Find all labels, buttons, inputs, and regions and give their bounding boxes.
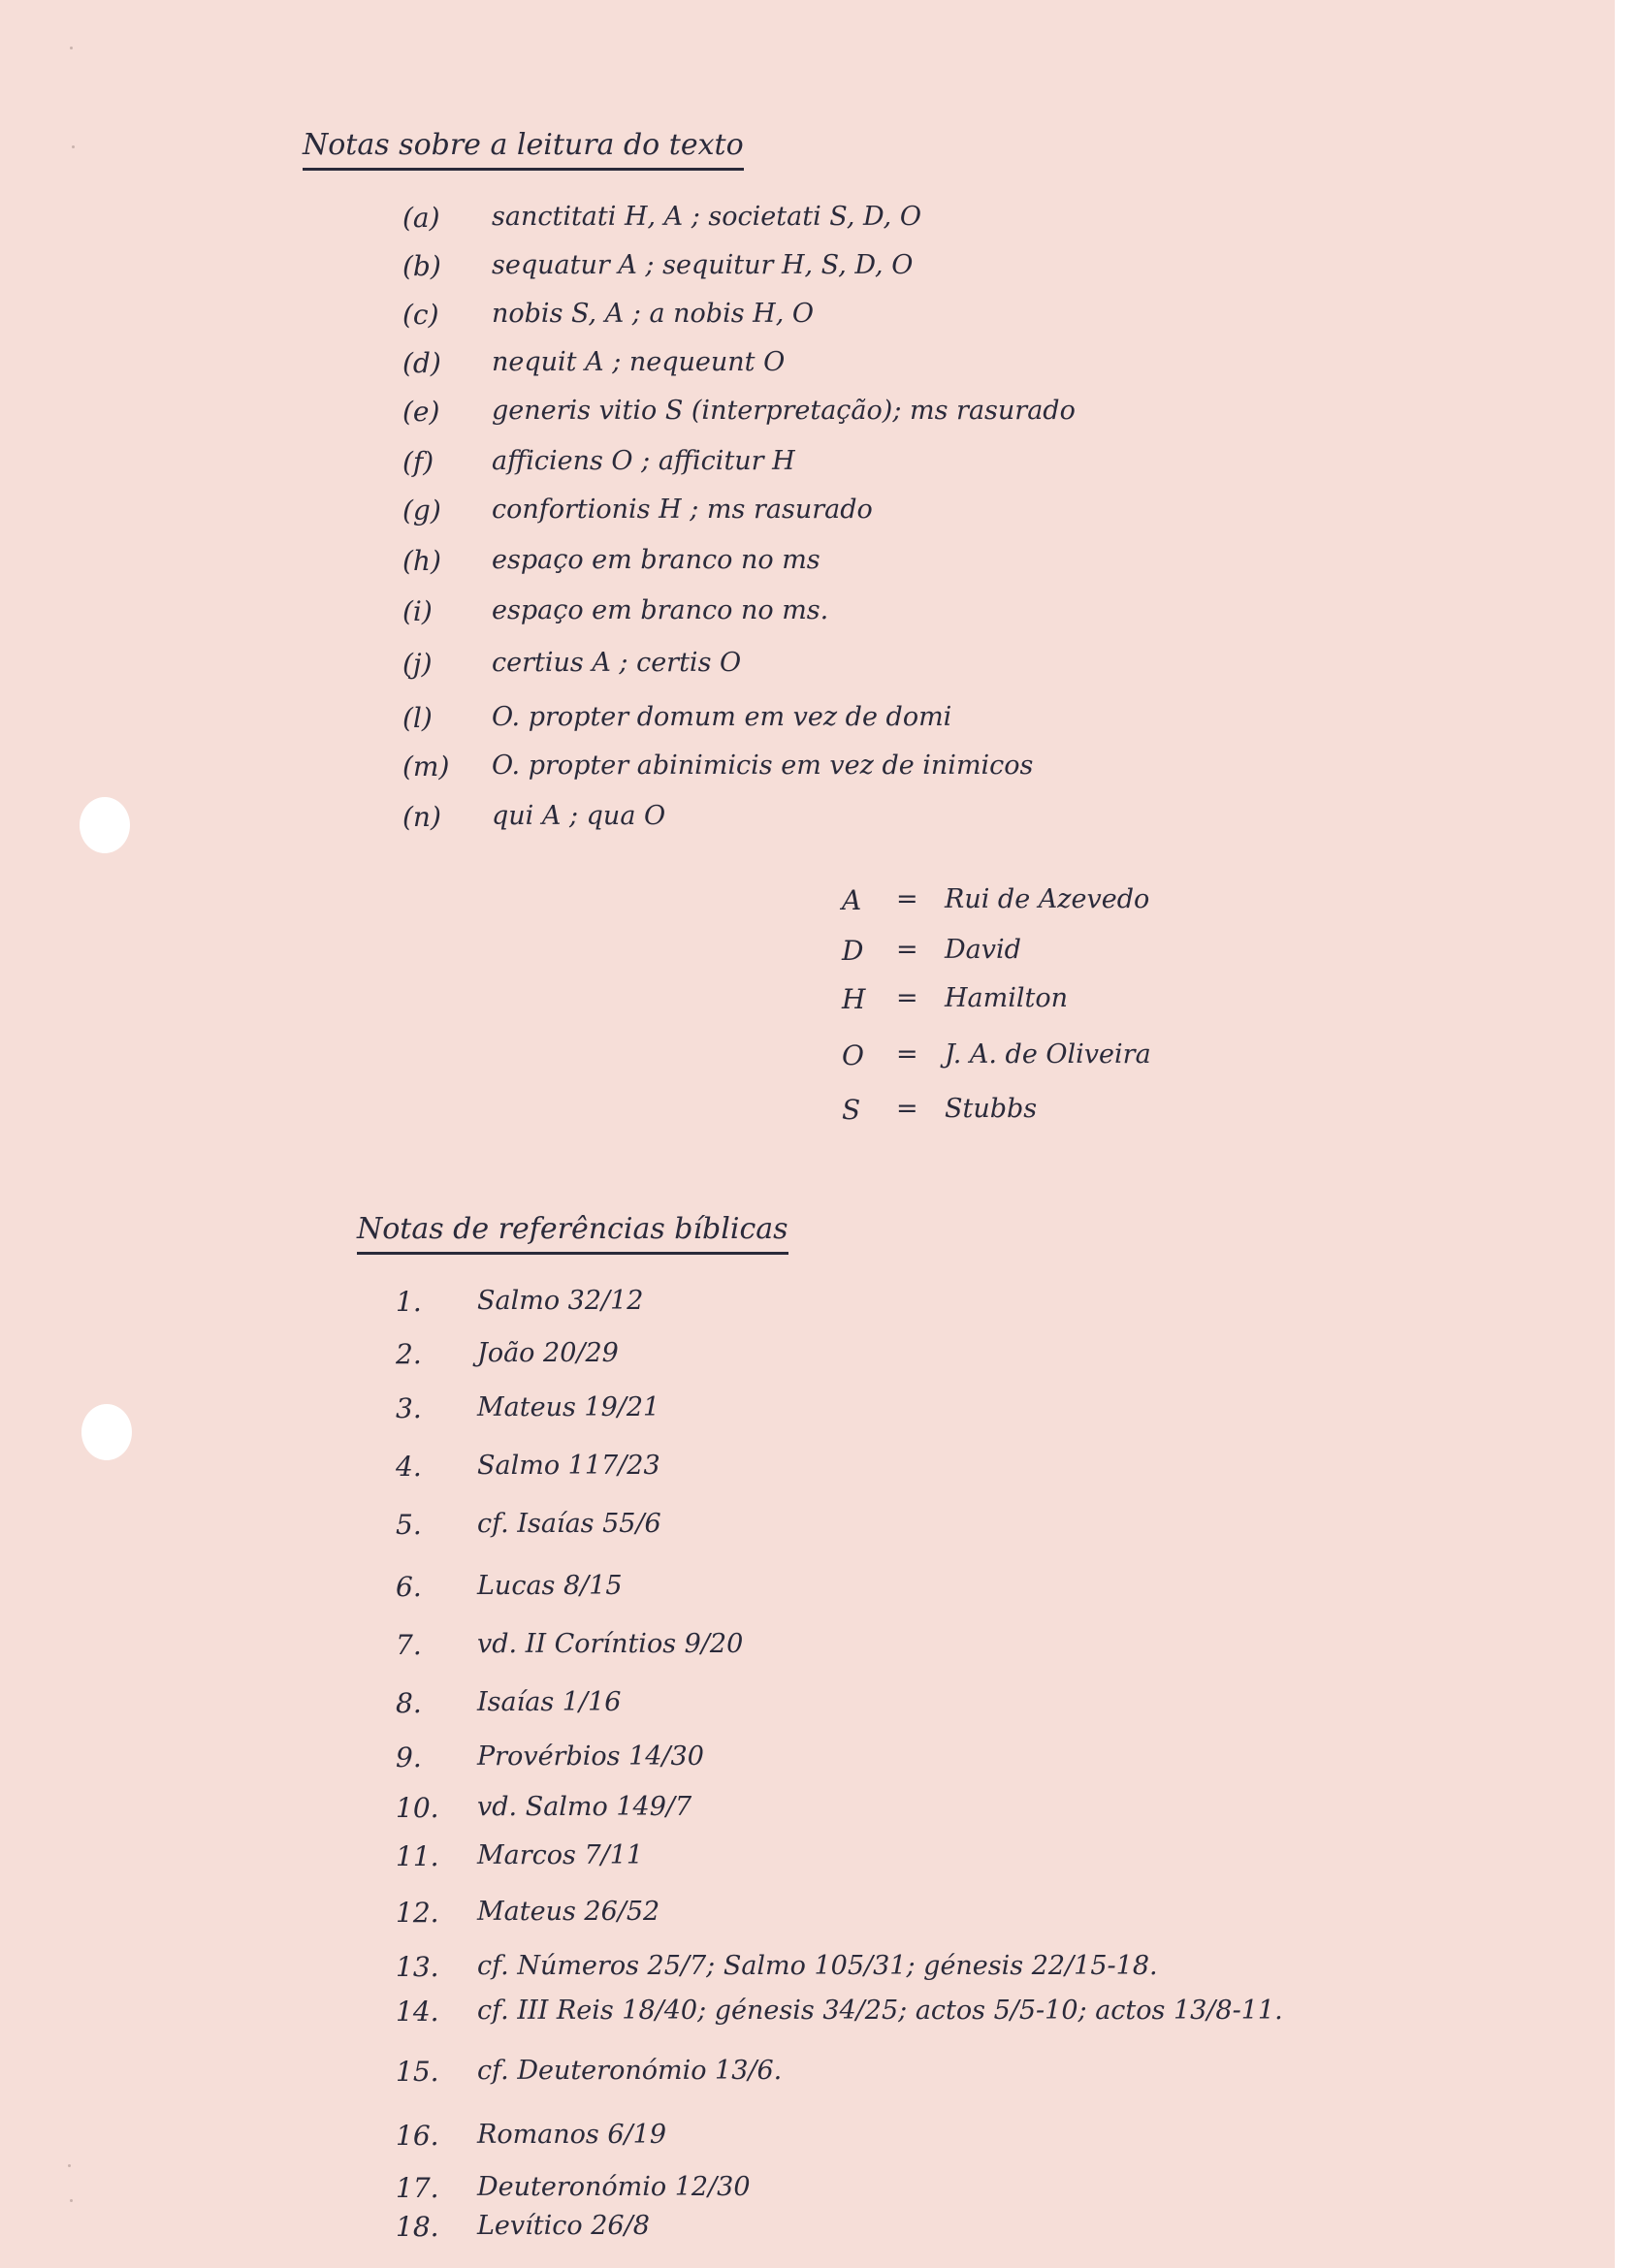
equals-sign: = [896, 1039, 918, 1070]
reference-row [396, 1996, 1414, 2034]
equals-sign: = [896, 884, 918, 914]
biblical-notes-heading: Notas de referências bíblicas [357, 1212, 788, 1255]
reference-row [396, 1951, 1414, 1990]
reference-text: Isaías 1/16 [477, 1687, 622, 1717]
note-row [402, 595, 1372, 634]
note-label: (l) [402, 702, 433, 734]
note-row [402, 299, 1372, 337]
note-text: generis vitio S (interpretação); ms rasurado [492, 396, 1076, 426]
note-row [402, 702, 1372, 741]
reference-row [396, 1509, 1414, 1548]
reference-text: cf. III Reis 18/40; génesis 34/25; actos 5/5-10; actos 13/8-11. [477, 1996, 1283, 2026]
reference-text: vd. Salmo 149/7 [477, 1792, 692, 1822]
abbreviation-name: Rui de Azevedo [945, 884, 1150, 914]
note-row [402, 250, 1372, 289]
reference-row [396, 1571, 1414, 1610]
note-row [402, 396, 1372, 434]
reference-number: 3. [396, 1392, 422, 1424]
reference-number: 5. [396, 1509, 422, 1541]
note-row [402, 446, 1372, 485]
reference-number: 16. [396, 2120, 439, 2152]
abbreviation-letter: D [842, 935, 864, 967]
abbreviation-name: Hamilton [945, 983, 1069, 1013]
note-text: espaço em branco no ms. [492, 595, 829, 625]
note-text: confortionis H ; ms rasurado [492, 495, 873, 525]
note-text: O. propter abinimicis em vez de inimicos [492, 751, 1034, 781]
equals-sign: = [896, 935, 918, 965]
reference-text: Mateus 19/21 [477, 1392, 660, 1422]
reference-number: 4. [396, 1451, 422, 1483]
reference-text: vd. II Coríntios 9/20 [477, 1629, 744, 1659]
abbreviation-row [842, 1039, 1249, 1078]
reference-row [396, 1687, 1414, 1726]
note-text: certius A ; certis O [492, 648, 742, 678]
reference-number: 9. [396, 1741, 422, 1773]
reference-text: Levítico 26/8 [477, 2211, 650, 2241]
text-notes-heading: Notas sobre a leitura do texto [303, 128, 744, 171]
abbreviation-name: J. A. de Oliveira [945, 1039, 1151, 1070]
reference-row [396, 2172, 1414, 2211]
reference-text: Mateus 26/52 [477, 1897, 660, 1927]
reference-text: Salmo 32/12 [477, 1286, 644, 1316]
reference-number: 15. [396, 2056, 439, 2088]
note-row [402, 801, 1372, 840]
note-text: espaço em branco no ms [492, 545, 820, 575]
reference-text: cf. Isaías 55/6 [477, 1509, 661, 1539]
note-label: (a) [402, 202, 440, 234]
reference-row [396, 2211, 1414, 2250]
reference-text: Deuteronómio 12/30 [477, 2172, 751, 2202]
reference-number: 10. [396, 1792, 439, 1824]
abbreviation-row [842, 983, 1249, 1022]
punch-hole-top [80, 797, 130, 853]
note-text: O. propter domum em vez de domi [492, 702, 952, 732]
abbreviation-row [842, 1094, 1249, 1133]
reference-row [396, 1392, 1414, 1431]
reference-row [396, 2120, 1414, 2158]
reference-text: Salmo 117/23 [477, 1451, 660, 1481]
reference-number: 7. [396, 1629, 422, 1661]
note-label: (c) [402, 299, 439, 331]
reference-row [396, 1897, 1414, 1935]
note-row [402, 495, 1372, 533]
note-label: (m) [402, 751, 450, 783]
note-label: (n) [402, 801, 441, 833]
reference-text: Provérbios 14/30 [477, 1741, 704, 1772]
abbreviation-letter: H [842, 983, 866, 1015]
punch-hole-bottom [81, 1404, 132, 1460]
reference-row [396, 1629, 1414, 1668]
abbreviation-name: David [945, 935, 1021, 965]
binder-mark [70, 47, 73, 49]
note-label: (j) [402, 648, 433, 680]
binder-mark [68, 2164, 71, 2167]
binder-mark [72, 145, 75, 148]
note-label: (h) [402, 545, 441, 577]
reference-text: Marcos 7/11 [477, 1840, 644, 1870]
reference-number: 6. [396, 1571, 422, 1603]
reference-number: 18. [396, 2211, 439, 2243]
reference-row [396, 1286, 1414, 1325]
reference-row [396, 1451, 1414, 1489]
equals-sign: = [896, 983, 918, 1013]
reference-number: 12. [396, 1897, 439, 1929]
reference-number: 1. [396, 1286, 422, 1318]
equals-sign: = [896, 1094, 918, 1124]
reference-number: 13. [396, 1951, 439, 1983]
note-text: qui A ; qua O [492, 801, 666, 831]
reference-number: 14. [396, 1996, 439, 2028]
note-label: (i) [402, 595, 433, 627]
note-label: (d) [402, 347, 441, 379]
reference-row [396, 1840, 1414, 1879]
reference-text: cf. Deuteronómio 13/6. [477, 2056, 783, 2086]
abbreviation-row [842, 935, 1249, 974]
abbreviation-letter: A [842, 884, 862, 916]
reference-text: Romanos 6/19 [477, 2120, 666, 2150]
abbreviation-row [842, 884, 1249, 923]
reference-row [396, 1741, 1414, 1780]
reference-text: João 20/29 [477, 1338, 619, 1368]
note-label: (f) [402, 446, 434, 478]
reference-text: Lucas 8/15 [477, 1571, 623, 1601]
note-row [402, 545, 1372, 584]
note-row [402, 648, 1372, 687]
reference-number: 17. [396, 2172, 439, 2204]
note-label: (g) [402, 495, 441, 527]
note-text: sanctitati H, A ; societati S, D, O [492, 202, 921, 232]
note-label: (e) [402, 396, 440, 428]
note-text: sequatur A ; sequitur H, S, D, O [492, 250, 914, 280]
reference-text: cf. Números 25/7; Salmo 105/31; génesis 22/15-18. [477, 1951, 1158, 1981]
abbreviation-letter: S [842, 1094, 861, 1126]
note-text: nequit A ; nequeunt O [492, 347, 786, 377]
note-row [402, 347, 1372, 386]
note-text: nobis S, A ; a nobis H, O [492, 299, 814, 329]
note-row [402, 202, 1372, 240]
note-text: afficiens O ; afficitur H [492, 446, 795, 476]
note-label: (b) [402, 250, 441, 282]
abbreviation-letter: O [842, 1039, 864, 1071]
reference-row [396, 1338, 1414, 1377]
reference-number: 11. [396, 1840, 439, 1872]
note-row [402, 751, 1372, 789]
reference-row [396, 2056, 1414, 2094]
reference-number: 8. [396, 1687, 422, 1719]
abbreviation-name: Stubbs [945, 1094, 1038, 1124]
reference-number: 2. [396, 1338, 422, 1370]
binder-mark [70, 2199, 73, 2202]
reference-row [396, 1792, 1414, 1831]
